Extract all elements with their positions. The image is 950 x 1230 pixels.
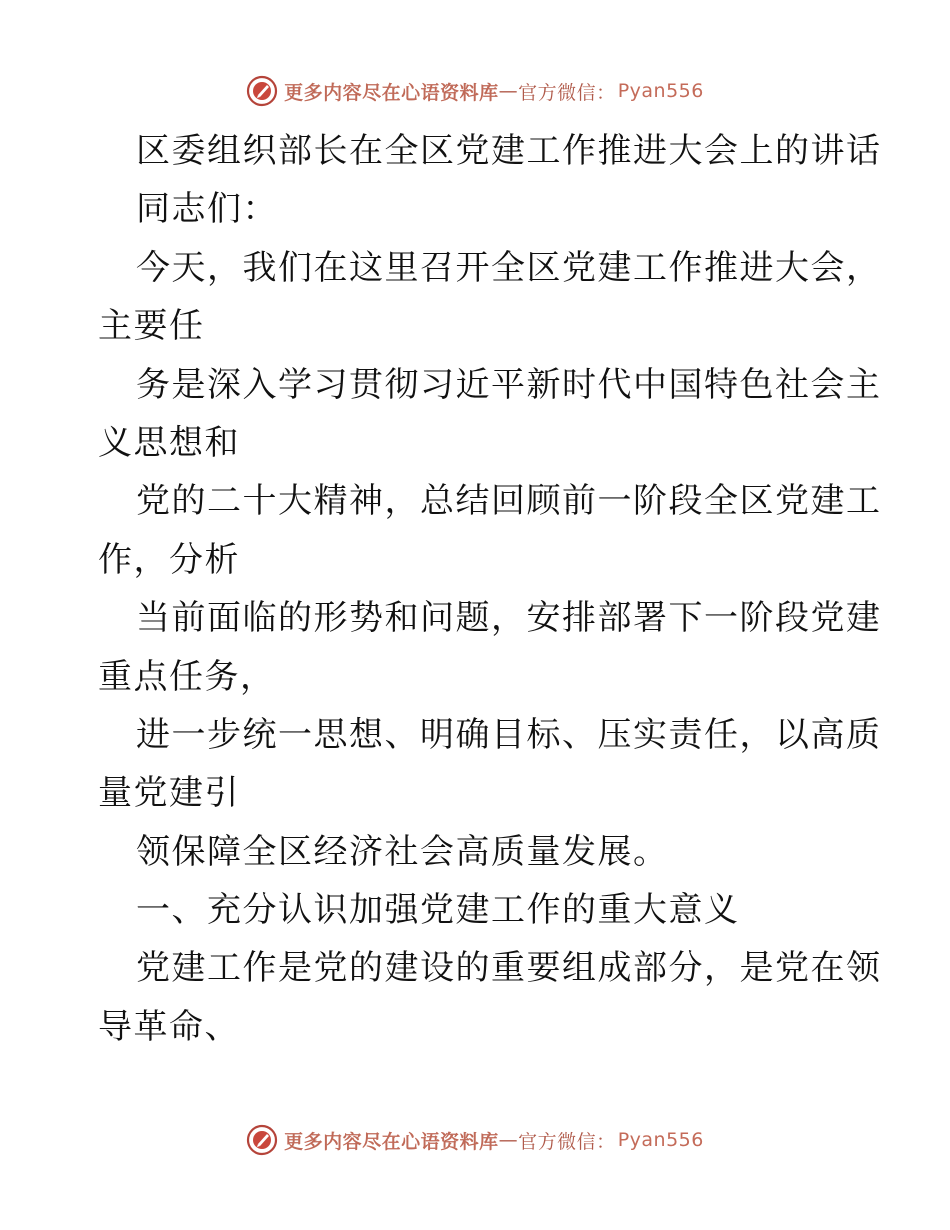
text-line: 进一步统一思想、明确目标、压实责任，以高质 <box>136 714 882 755</box>
text-line: 领保障全区经济社会高质量发展。 <box>136 831 669 872</box>
banner-wechat-id: Pyan556 <box>617 1129 704 1151</box>
text-line: 量党建引 <box>98 773 240 814</box>
text-line: 党建工作是党的建设的重要组成部分，是党在领 <box>136 948 882 989</box>
text-line: 当前面临的形势和问题，安排部署下一阶段党建 <box>136 598 882 639</box>
pen-logo-icon <box>246 1124 278 1156</box>
text-line: 一、充分认识加强党建工作的重大意义 <box>136 890 740 931</box>
banner-main-text: 更多内容尽在心语资料库 <box>284 81 499 104</box>
banner-wechat-label: 官方微信： <box>518 1130 616 1153</box>
text-line: 主要任 <box>98 306 205 347</box>
text-line: 同志们： <box>136 189 278 230</box>
text-line: 党的二十大精神，总结回顾前一阶段全区党建工 <box>136 481 882 522</box>
banner-wechat-id: Pyan556 <box>617 80 704 102</box>
footer-watermark-banner <box>0 1120 950 1160</box>
text-line: 导革命、 <box>98 1006 240 1047</box>
banner-dash: — <box>498 1129 519 1151</box>
pen-logo-icon <box>246 75 278 107</box>
text-line: 作，分析 <box>98 539 240 580</box>
document-body <box>98 122 882 1056</box>
text-line: 务是深入学习贯彻习近平新时代中国特色社会主 <box>136 364 882 405</box>
text-line: 区委组织部长在全区党建工作推进大会上的讲话 <box>136 131 882 171</box>
header-watermark-banner <box>0 71 950 111</box>
text-line: 义思想和 <box>98 422 240 463</box>
banner-wechat-label: 官方微信： <box>518 81 616 104</box>
banner-dash: — <box>498 80 519 102</box>
text-line: 今天，我们在这里召开全区党建工作推进大会， <box>136 247 882 288</box>
banner-main-text: 更多内容尽在心语资料库 <box>284 1130 499 1153</box>
text-line: 重点任务， <box>98 656 276 697</box>
